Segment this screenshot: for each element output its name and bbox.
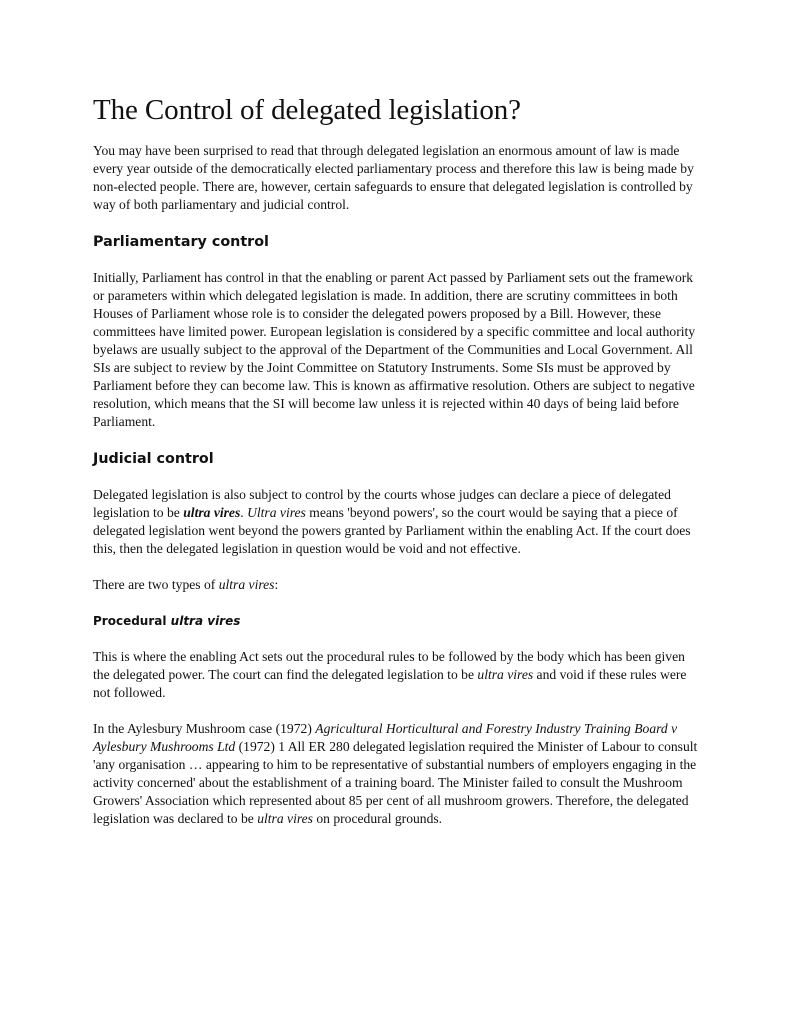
text-run: In the Aylesbury Mushroom case (1972) [93, 721, 316, 736]
text-run: . [240, 505, 248, 520]
term-emphasis: ultra vires [183, 505, 241, 520]
judicial-control-heading: Judicial control [93, 451, 214, 467]
text-run: means 'beyond powers', so the court would be saying that a piece of delegated legislation went beyond the powers granted by Parliament within the enabling Act. If the court does this, then the delegated legislation in question would be void and not effective. [93, 505, 691, 556]
term-emphasis: Ultra vires [247, 505, 306, 520]
text-run: This is where the enabling Act sets out the procedural rules to be followed by the body which has been given the delegated power. The court can find the delegated legislation to be [93, 649, 685, 682]
intro-paragraph: You may have been surprised to read that through delegated legislation an enormous amount of law is made every year outside of the democratically elected parliamentary process and therefore this law is being made by non-elected people. There are, however, certain safeguards to ensure that delegated legislation is controlled by way of both parliamentary and judicial control. [93, 143, 694, 212]
text-run: (1972) 1 All ER 280 delegated legislation required the Minister of Labour to consult 'any organisation … appearing to him to be representative of substantial numbers of employers engaging in the activity concerned' about the establishment of a training board. The Minister failed to consult the Mushroom Growers' Association which represented about 85 per cent of all mushroom growers. Therefore, the delegated legislation was declared to be [93, 739, 698, 826]
text-run: on procedural grounds. [312, 811, 443, 826]
heading-run: Procedural [93, 614, 171, 628]
term-emphasis: ultra vires [477, 667, 534, 682]
heading-emphasis: ultra vires [170, 614, 241, 628]
document-page [93, 92, 703, 846]
types-paragraph [93, 576, 703, 594]
judicial-control-paragraph [93, 486, 703, 558]
parliamentary-control-paragraph: Initially, Parliament has control in that the enabling or parent Act passed by Parliament sets out the framework or parameters within which delegated legislation is made. In addition, there are scrutiny committees in both Houses of Parliament whose role is to consider the delegated powers proposed by a Bill. However, these committees have limited power. European legislation is considered by a specific committee and local authority byelaws are usually subject to the approval of the Department of the Communities and Local Government. All SIs are subject to review by the Joint Committee on Statutory Instruments. Some SIs must be approved by Parliament before they can become law. This is known as affirmative resolution. Others are subject to negative resolution, which means that the SI will become law unless it is rejected within 40 days of being laid before Parliament. [93, 270, 696, 429]
page-title: The Control of delegated legislation? [93, 94, 521, 126]
procedural-paragraph [93, 648, 703, 702]
text-run: and void if these rules were not followed. [93, 667, 687, 700]
aylesbury-case-paragraph [93, 720, 703, 828]
text-run: : [274, 577, 279, 592]
case-name: Agricultural Horticultural and Forestry Industry Training Board v Aylesbury Mushrooms Ltd [93, 721, 678, 754]
term-emphasis: ultra vires [218, 577, 275, 592]
procedural-ultra-vires-heading [93, 612, 703, 630]
term-emphasis: ultra vires [257, 811, 313, 826]
text-run: Delegated legislation is also subject to control by the courts whose judges can declare a piece of delegated legislation to be [93, 487, 671, 520]
text-run: There are two types of [93, 577, 219, 592]
parliamentary-control-heading: Parliamentary control [93, 234, 269, 250]
